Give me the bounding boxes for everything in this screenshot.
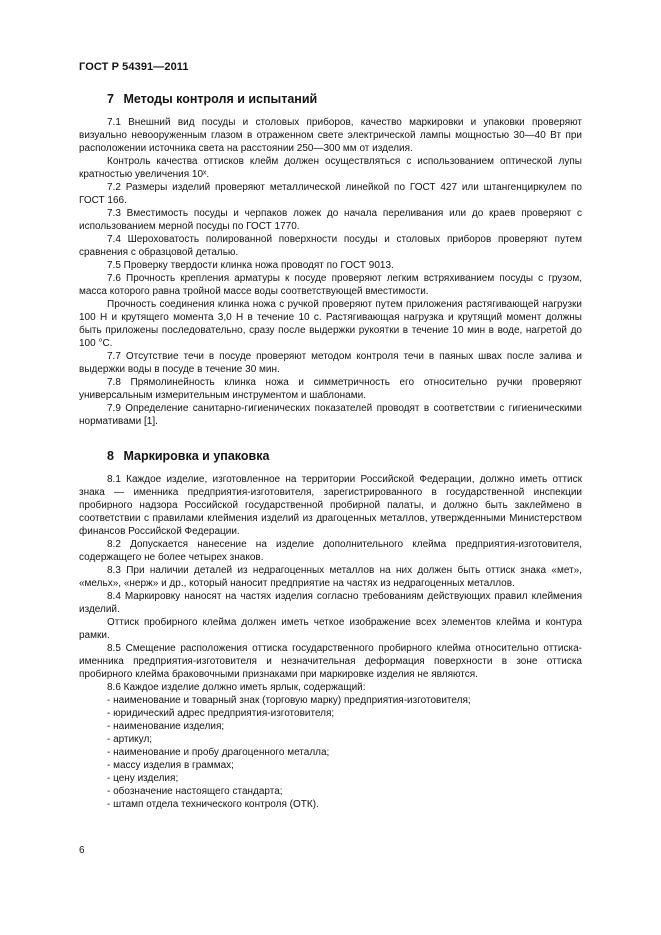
paragraph-7-1: 7.1 Внешний вид посуды и столовых приборов, качество маркировки и упаковки проверяют визуально невооруженным глазом в отраженном свете электрической лампы мощностью 30—40 Вт при расположении источника света на расстоянии 250—300 мм от изделия. (79, 117, 582, 154)
paragraph-7-6-note: Прочность соединения клинка ножа с ручкой проверяют путем приложения растягивающей нагрузки 100 Н и крутящего момента 3,0 Н в течение 10 с. Растягивающая нагрузка и крутящий момент должны быть приложены последовательно, сразу после выдержки рукоятки в течение 10 мин в воде, нагретой до 100 °С. (79, 299, 582, 349)
paragraph-8-1: 8.1 Каждое изделие, изготовленное на территории Российской Федерации, должно иметь оттиск знака — именника предприятия-изготовителя, зарегистрированного в государственной инспекции пробирного надзора Российской государственной пробирной палаты, и должно быть заклеймено в соответствии с правилами клеймения изделий из драгоценных металлов, утвержденными Министерством финансов Российской Федерации. (79, 474, 582, 537)
paragraph-7-7: 7.7 Отсутствие течи в посуде проверяют методом контроля течи в паяных швах после залива и выдержки воды в посуде в течение 30 мин. (79, 351, 582, 375)
list-item: - штамп отдела технического контроля (ОТК). (107, 799, 319, 810)
section-8-number: 8 (107, 449, 114, 463)
page-number: 6 (79, 845, 85, 856)
section-7-title: Методы контроля и испытаний (123, 92, 318, 106)
list-item: - юридический адрес предприятия-изготовителя; (107, 708, 335, 719)
document-body (79, 91, 582, 811)
paragraph-7-5: 7.5 Проверку твердости клинка ножа проводят по ГОСТ 9013. (107, 260, 394, 271)
list-item: - артикул; (107, 734, 153, 745)
paragraph-7-9: 7.9 Определение санитарно-гигиенических показателей проводят в соответствии с гигиеническими нормативами [1]. (79, 403, 582, 427)
label-contents-list (79, 694, 582, 811)
paragraph-8-6: 8.6 Каждое изделие должно иметь ярлык, содержащий: (107, 682, 366, 693)
document-header: ГОСТ Р 54391—2011 (79, 61, 189, 73)
paragraph-8-4: 8.4 Маркировку наносят на частях изделия согласно требованиям действующих правил клеймения изделий. (79, 591, 582, 615)
paragraph-7-8: 7.8 Прямолинейность клинка ножа и симметричность его относительно ручки проверяют универсальным измерительным инструментом и шаблонами. (79, 377, 582, 401)
list-item: - массу изделия в граммах; (107, 760, 234, 771)
paragraph-7-2: 7.2 Размеры изделий проверяют металлической линейкой по ГОСТ 427 или штангенциркулем по ГОСТ 166. (79, 182, 582, 206)
list-item: - наименование и товарный знак (торговую марку) предприятия-изготовителя; (107, 695, 471, 706)
list-item: - цену изделия; (107, 773, 179, 784)
paragraph-7-4: 7.4 Шероховатость полированной поверхности посуды и столовых приборов проверяют путем сравнения с образцовой деталью. (79, 234, 582, 258)
section-8-heading (79, 448, 582, 464)
paragraph-7-3: 7.3 Вместимость посуды и черпаков ложек до начала переливания или до краев проверяют с использованием мерной посуды по ГОСТ 1770. (79, 208, 582, 232)
paragraph-7-6: 7.6 Прочность крепления арматуры к посуде проверяют легким встряхиванием посуды с грузом, масса которого равна тройной массе воды соответствующей вместимости. (79, 273, 582, 297)
paragraph-8-5: 8.5 Смещение расположения оттиска государственного пробирного клейма относительно оттиска-именника предприятия-изготовителя и незначительная деформация поверхности в зоне оттиска пробирного клейма браковочными признаками при маркировке изделия не являются. (79, 643, 582, 680)
list-item: - наименование изделия; (107, 721, 225, 732)
section-7-number: 7 (107, 92, 114, 106)
paragraph-8-2: 8.2 Допускается нанесение на изделие дополнительного клейма предприятия-изготовителя, содержащего не более четырех знаков. (79, 539, 582, 563)
list-item: - наименование и пробу драгоценного металла; (107, 747, 330, 758)
paragraph-8-3: 8.3 При наличии деталей из недрагоценных металлов на них должен быть оттиск знака «мет», «мельх», «нерж» и др., который наносит предприятие на частях из недрагоценных металлов. (79, 565, 582, 589)
section-7-heading (79, 91, 582, 107)
paragraph-8-4-note: Оттиск пробирного клейма должен иметь четкое изображение всех элементов клейма и контура рамки. (79, 617, 582, 641)
paragraph-7-1-note: Контроль качества оттисков клейм должен осуществляться с использованием оптической лупы кратностью увеличения 10ˣ. (79, 156, 582, 180)
list-item: - обозначение настоящего стандарта; (107, 786, 283, 797)
section-8-title: Маркировка и упаковка (123, 449, 270, 463)
